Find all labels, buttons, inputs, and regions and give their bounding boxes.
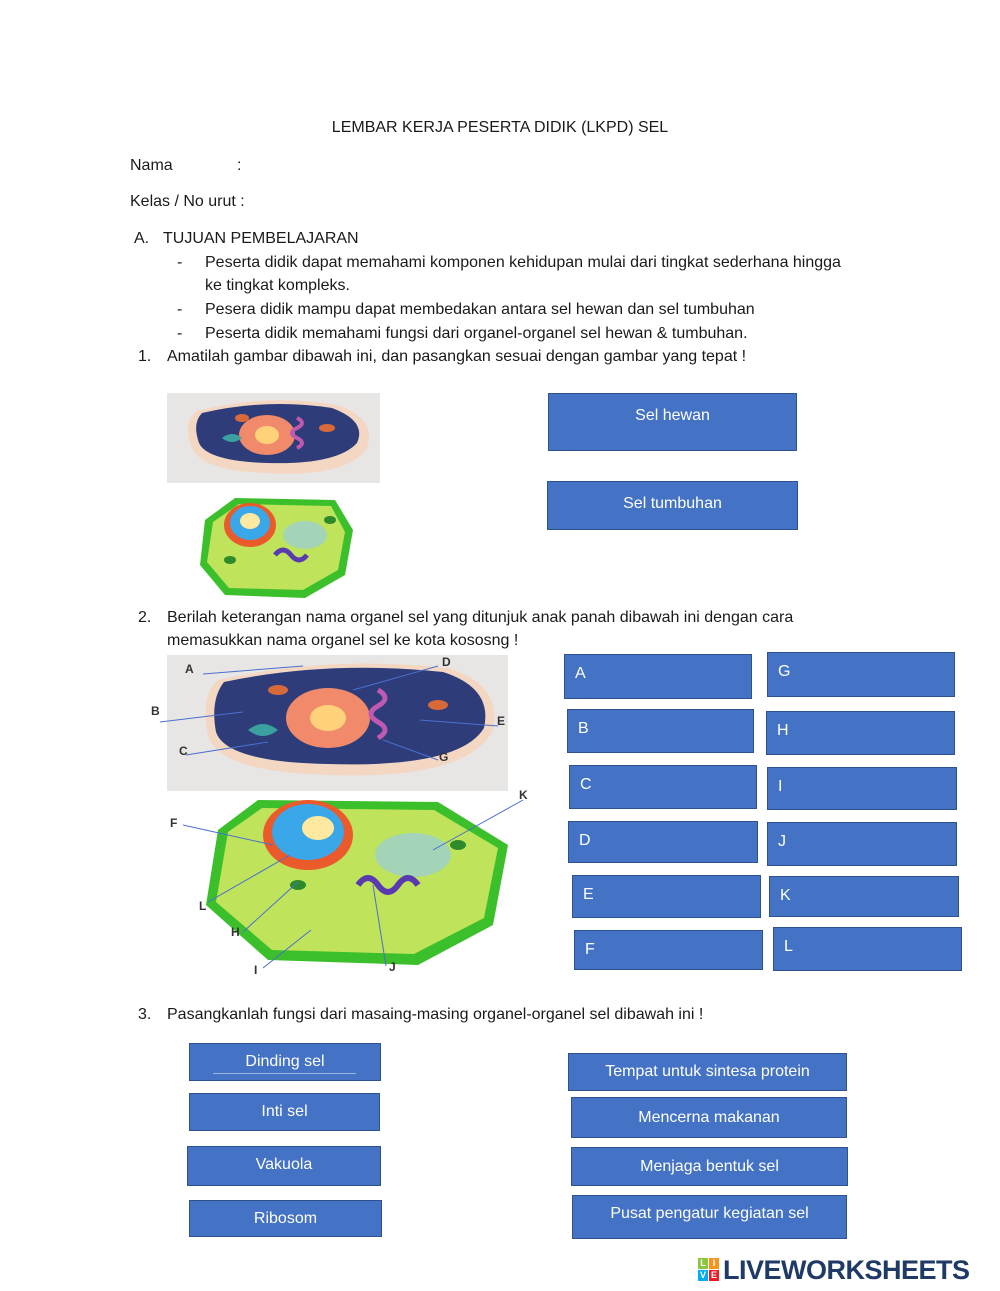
answer-box-e[interactable]: E — [572, 875, 761, 918]
diagram-label-j: J — [389, 960, 396, 974]
option-sel-tumbuhan[interactable]: Sel tumbuhan — [547, 481, 798, 530]
diagram-label-h: H — [231, 925, 240, 939]
bullet-text-cont: ke tingkat kompleks. — [205, 277, 350, 294]
function-mencerna-makanan[interactable]: Mencerna makanan — [571, 1097, 847, 1138]
answer-box-b[interactable]: B — [567, 709, 754, 753]
answer-box-i[interactable]: I — [767, 767, 957, 810]
page-title: LEMBAR KERJA PESERTA DIDIK (LKPD) SEL — [331, 119, 669, 136]
q2-text-cont: memasukkan nama organel sel ke kota kososng ! — [167, 632, 519, 649]
nama-colon: : — [237, 157, 242, 174]
bullet-dash: - — [177, 301, 183, 318]
bullet-text: Pesera didik mampu dapat membedakan antara sel hewan dan sel tumbuhan — [205, 301, 755, 318]
animal-cell-image — [167, 393, 380, 483]
answer-box-c[interactable]: C — [569, 765, 757, 809]
diagram-label-e: E — [497, 714, 506, 728]
logo-letter: E — [710, 1270, 717, 1280]
diagram-label-a: A — [185, 662, 194, 676]
answer-box-l[interactable]: L — [773, 927, 962, 971]
q2-number: 2. — [138, 609, 152, 626]
answer-box-k[interactable]: K — [769, 876, 959, 917]
answer-box-a[interactable]: A — [564, 654, 752, 699]
organelle-vakuola[interactable]: Vakuola — [187, 1146, 381, 1186]
bullet-text: Peserta didik memahami fungsi dari organel-organel sel hewan & tumbuhan. — [205, 325, 748, 342]
diagram-label-c: C — [179, 744, 188, 758]
section-a-marker: A. — [134, 230, 150, 247]
organelle-inti-sel[interactable]: Inti sel — [189, 1093, 380, 1131]
diagram-label-l: L — [199, 899, 207, 913]
labeled-cell-diagram — [148, 650, 538, 980]
answer-box-f[interactable]: F — [574, 930, 763, 970]
function-sintesa-protein[interactable]: Tempat untuk sintesa protein — [568, 1053, 847, 1091]
diagram-label-b: B — [151, 704, 160, 718]
q1-text: Amatilah gambar dibawah ini, dan pasangkan sesuai dengan gambar yang tepat ! — [167, 348, 747, 365]
q3-text: Pasangkanlah fungsi dari masaing-masing organel-organel sel dibawah ini ! — [167, 1006, 704, 1023]
q3-number: 3. — [138, 1006, 152, 1023]
bullet-dash: - — [177, 254, 183, 271]
answer-box-h[interactable]: H — [766, 711, 955, 755]
logo-letter: L — [698, 1258, 708, 1269]
diagram-label-k: K — [519, 788, 528, 802]
answer-box-j[interactable]: J — [767, 822, 957, 866]
organelle-ribosom[interactable]: Ribosom — [189, 1200, 382, 1237]
diagram-label-d: D — [442, 655, 451, 669]
answer-box-g[interactable]: G — [767, 652, 955, 697]
diagram-label-f: F — [170, 816, 178, 830]
diagram-label-i: I — [254, 963, 258, 977]
nama-label: Nama — [130, 157, 173, 174]
plant-cell-image — [195, 490, 357, 602]
divider — [213, 1073, 356, 1074]
option-sel-hewan[interactable]: Sel hewan — [548, 393, 797, 451]
q1-number: 1. — [138, 348, 152, 365]
organelle-dinding-sel[interactable]: Dinding sel — [189, 1043, 381, 1081]
kelas-label: Kelas / No urut : — [130, 193, 245, 210]
liveworksheets-logo — [698, 1258, 720, 1282]
section-a-heading: TUJUAN PEMBELAJARAN — [163, 230, 359, 247]
answer-box-d[interactable]: D — [568, 821, 758, 863]
logo-letter: I — [709, 1258, 719, 1269]
q2-text: Berilah keterangan nama organel sel yang ditunjuk anak panah dibawah ini dengan cara — [167, 609, 794, 626]
bullet-text: Peserta didik dapat memahami komponen kehidupan mulai dari tingkat sederhana hingga — [205, 254, 841, 271]
bullet-dash: - — [177, 325, 183, 342]
logo-letter: V — [699, 1270, 706, 1280]
diagram-label-g: G — [439, 750, 449, 764]
function-menjaga-bentuk[interactable]: Menjaga bentuk sel — [571, 1147, 848, 1186]
brand-name: LIVEWORKSHEETS — [723, 1255, 970, 1285]
function-pusat-pengatur[interactable]: Pusat pengatur kegiatan sel — [572, 1195, 847, 1239]
